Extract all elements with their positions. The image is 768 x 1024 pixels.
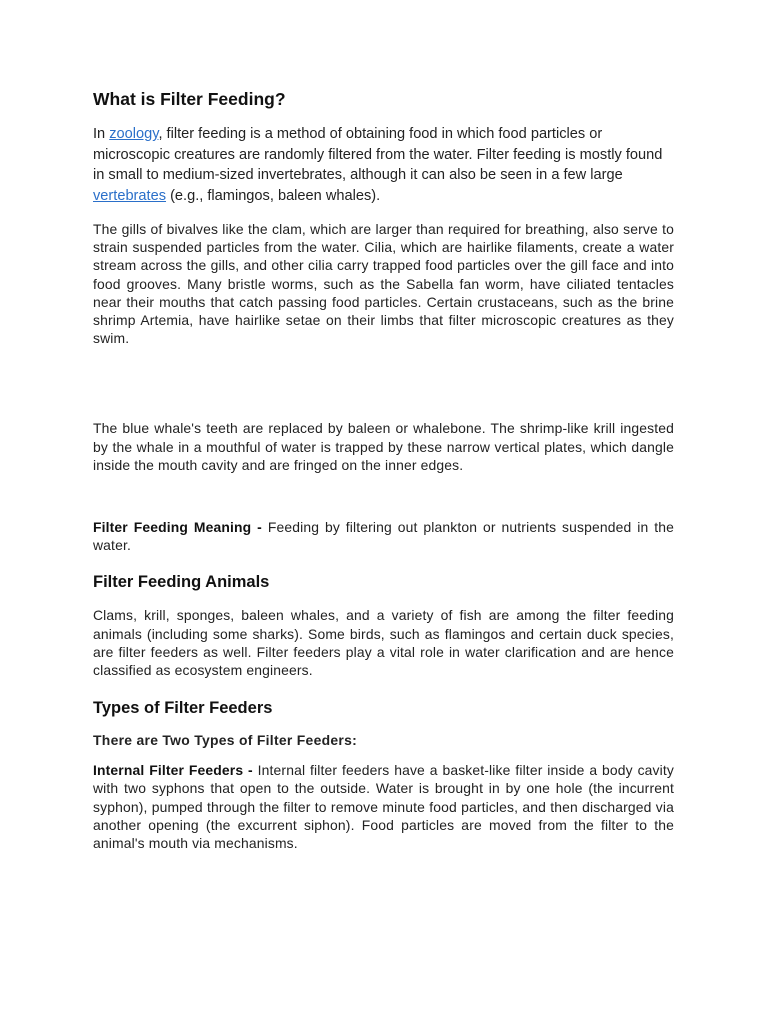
- types-heading: Types of Filter Feeders: [93, 699, 273, 718]
- meaning-paragraph: [93, 518, 674, 554]
- intro-paragraph: [93, 124, 674, 206]
- animals-heading: Filter Feeding Animals: [93, 573, 270, 592]
- whale-paragraph: The blue whale's teeth are replaced by baleen or whalebone. The shrimp-like krill ingested by the whale in a mouthful of water is trapped by these narrow vertical plates, which dangle inside the mouth cavity and are fringed on the inner edges.: [93, 420, 674, 473]
- zoology-link[interactable]: zoology: [109, 126, 159, 142]
- internal-text: Internal filter feeders have a basket-like filter inside a body cavity with two syphons that open to the outside. Water is brought in by one hole (the incurrent syphon), pumped through the filter to remove minute food particles, and then discharged via another opening (the excurrent siphon). Food particles are moved from the filter to the animal's mouth via mechanisms.: [93, 762, 674, 852]
- intro-text-2: , filter feeding is a method of obtaining food in which food particles or microscopic creatures are randomly filtered from the water. Filter feeding is mostly found in small to medium-sized invertebrates, although it can also be seen in a few large: [93, 126, 663, 183]
- intro-text-1: In: [93, 126, 110, 142]
- meaning-text: Feeding by filtering out plankton or nutrients suspended in the water.: [93, 519, 674, 554]
- internal-label: Internal Filter Feeders -: [93, 762, 253, 779]
- meaning-label: Filter Feeding Meaning -: [93, 519, 262, 536]
- gills-paragraph: The gills of bivalves like the clam, which are larger than required for breathing, also serve to strain suspended particles from the water. Cilia, which are hairlike filaments, create a water stream across the gills, and other cilia carry trapped food particles over the gill face and into food grooves. Many bristle worms, such as the Sabella fan worm, have ciliated tentacles near their mouths that catch passing food particles. Certain crustaceans, such as the brine shrimp Artemia, have hairlike setae on their limbs that filter microscopic creatures as they swim.: [93, 221, 674, 347]
- animals-paragraph: Clams, krill, sponges, baleen whales, and a variety of fish are among the filter feeding animals (including some sharks). Some birds, such as flamingos and certain duck species, are filter feeders as well. Filter feeders play a vital role in water clarification and are hence classified as ecosystem engineers.: [93, 607, 674, 679]
- internal-feeders-paragraph: [93, 761, 674, 852]
- page-title: What is Filter Feeding?: [93, 89, 286, 109]
- intro-text-3: (e.g., flamingos, baleen whales).: [166, 187, 381, 204]
- vertebrates-link[interactable]: vertebrates: [93, 187, 167, 204]
- types-subheading: There are Two Types of Filter Feeders:: [93, 732, 358, 749]
